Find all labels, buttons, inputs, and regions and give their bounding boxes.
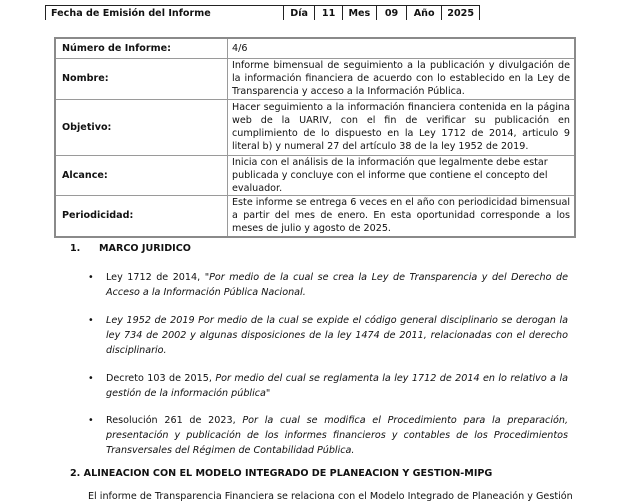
periodicidad-label: Periodicidad: — [55, 195, 228, 237]
bullet-icon: • — [88, 315, 94, 326]
issue-date-table — [45, 5, 480, 20]
alcance-value: Inicia con el análisis de la información que legalmente debe estar publicada y concluye con el informe que contiene el concepto del evaluador. — [228, 155, 576, 195]
section1-title: MARCO JURIDICO — [99, 243, 191, 254]
nombre-value: Informe bimensual de seguimiento a la publicación y divulgación de la información financiera de acuerdo con lo establecido en la Ley de Transparencia y acceso a la Información Pública. — [228, 58, 576, 99]
legal-framework-list-4 — [88, 413, 568, 458]
nombre-label: Nombre: — [55, 58, 228, 99]
periodicidad-value: Este informe se entrega 6 veces en el año con periodicidad bimensual a partir del mes de enero. En esta oportunidad corresponde a los meses de julio y agosto de 2025. — [228, 195, 576, 237]
alcance-label: Alcance: — [55, 155, 228, 195]
list-item: • Ley 1712 de 2014, "Por medio de la cual se crea la Ley de Transparencia y del Derecho de Acceso a la Información Pública Nacional. — [88, 272, 568, 298]
section1-number: 1. — [70, 243, 81, 254]
day-label: Día — [283, 6, 315, 21]
list-item: • Resolución 261 de 2023, Por la cual se modifica el Procedimiento para la preparación, presentación y publicación de los informes financieros y contables de los Procedimientos Transversales del Régimen de Contabilidad Pública. — [88, 415, 568, 456]
section2-title: 2. ALINEACION CON EL MODELO INTEGRADO DE PLANEACION Y GESTION-MIPG — [70, 468, 493, 479]
list-item: • Ley 1952 de 2019 Por medio de la cual se expide el código general disciplinario se derogan la ley 734 de 2002 y algunas disposiciones de la ley 1474 de 2011, relacionadas con el derecho disciplinario. — [88, 315, 568, 356]
issue-date-label: Fecha de Emisión del Informe — [46, 6, 284, 21]
bullet-icon: • — [88, 272, 94, 283]
numero-label: Número de Informe: — [55, 38, 228, 58]
objetivo-value: Hacer seguimiento a la información financiera contenida en la página web de la UARIV, con el fin de verificar su publicación en cumplimiento de lo dispuesto en la Ley 1712 de 2014, articulo 9 literal b) y numeral 27 del artículo 38 de la ley 1952 de 2019. — [228, 99, 576, 155]
list-item: • Decreto 103 de 2015, Por medio del cual se reglamenta la ley 1712 de 2014 en lo relativo a la gestión de la información pública" — [88, 373, 568, 399]
objetivo-label: Objetivo: — [55, 99, 228, 155]
month-value: 09 — [376, 6, 406, 21]
bullet-icon: • — [88, 415, 94, 426]
legal-framework-list-3 — [88, 371, 568, 401]
numero-value: 4/6 — [228, 38, 576, 58]
month-label: Mes — [342, 6, 376, 21]
day-value: 11 — [315, 6, 342, 21]
year-value: 2025 — [442, 6, 480, 21]
year-label: Año — [407, 6, 442, 21]
bullet-icon: • — [88, 373, 94, 384]
report-info-table — [54, 37, 576, 238]
legal-framework-list — [88, 270, 568, 300]
legal-framework-list-2 — [88, 313, 568, 358]
section2-paragraph: El informe de Transparencia Financiera se relaciona con el Modelo Integrado de Planeación y Gestión — [88, 491, 573, 502]
